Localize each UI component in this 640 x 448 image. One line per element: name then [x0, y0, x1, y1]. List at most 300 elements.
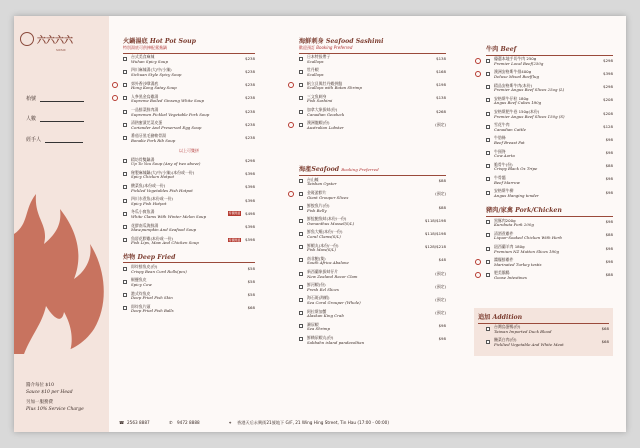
- item-name-en: Deep Fried Fish Skin: [131, 295, 173, 301]
- menu-item[interactable]: [486, 163, 613, 176]
- item-name-en: Canadian Cattle: [494, 126, 526, 132]
- item-text: [494, 219, 534, 228]
- item-name-zh: 即炸魚片頭: [131, 303, 151, 309]
- item-name-zh: 清熱蜜漬芫荽皮蛋: [131, 120, 163, 126]
- order-checkbox[interactable]: [486, 125, 490, 129]
- staff-label: 經手人: [26, 137, 42, 143]
- item-name-zh: 南非鮑(隻): [307, 255, 326, 261]
- order-checkbox[interactable]: [299, 57, 303, 61]
- item-name-en: Marinated Turkey testis: [494, 261, 542, 267]
- item-name-en: Spicy Fish Hotpot: [131, 200, 167, 206]
- item-name-zh: 鮮鯇魚片(份): [307, 203, 330, 209]
- order-checkbox[interactable]: [299, 219, 303, 223]
- menu-item[interactable]: [299, 121, 446, 134]
- item-name-zh: 加拿大象拔蚌(份): [307, 107, 338, 113]
- item-text: [307, 108, 344, 117]
- order-checkbox[interactable]: [486, 98, 490, 102]
- item-name-zh: 脆骨牛(份): [494, 161, 513, 167]
- item-price: $398: [245, 224, 255, 230]
- item-price: $398: [603, 70, 613, 76]
- beef-title: 牛肉 Beef: [486, 46, 517, 53]
- menu-item[interactable]: [486, 219, 613, 232]
- item-price: $98: [605, 219, 613, 225]
- order-checkbox[interactable]: [299, 311, 303, 315]
- item-name-zh: 台式美食麻辣: [131, 54, 155, 60]
- sauce-zh: 醬介每位 $10: [26, 383, 55, 388]
- item-name-en: Kurobuta Pork 200g: [494, 222, 534, 228]
- item-text: [307, 82, 362, 91]
- item-name-zh: 椒鹽魚皮: [131, 277, 147, 283]
- order-checkbox[interactable]: [486, 164, 490, 168]
- order-checkbox[interactable]: [486, 151, 490, 155]
- item-name-en: Goose Intestines: [494, 275, 527, 280]
- item-price: $88: [438, 178, 446, 184]
- recommended-icon: [288, 82, 294, 88]
- item-price: $398: [245, 171, 255, 177]
- item-price: $68: [601, 338, 609, 344]
- item-name-en: Deep Fried Fish Balls: [131, 308, 174, 314]
- order-checkbox[interactable]: [299, 70, 303, 74]
- item-price: $298: [245, 158, 255, 164]
- menu-item[interactable]: [123, 237, 255, 250]
- item-name-zh: 澳洲安格斯牛排400g: [494, 69, 532, 75]
- deepfried-list: [123, 265, 255, 318]
- item-price: (預定): [435, 296, 446, 302]
- hotpot-list-2: [123, 158, 255, 250]
- item-name-zh: 雪花牛肉: [494, 122, 510, 128]
- order-checkbox[interactable]: [486, 177, 490, 181]
- menu-item[interactable]: [486, 136, 613, 149]
- item-name-zh: 醃菜白肉(份): [494, 337, 517, 343]
- item-text: [131, 95, 204, 104]
- menu-item[interactable]: [123, 305, 255, 318]
- sauce-en: Sauce $10 per Head: [26, 390, 73, 395]
- item-price: $238: [245, 68, 255, 74]
- recommended-icon: [475, 259, 481, 265]
- item-price: $238: [245, 121, 255, 127]
- seafood-title: 海產Seafood Booking Preferred: [299, 166, 379, 174]
- item-text: [131, 292, 173, 301]
- addition-box: [474, 308, 613, 356]
- menu-item[interactable]: [123, 68, 255, 81]
- order-checkbox[interactable]: [486, 59, 490, 63]
- item-text: [131, 134, 175, 143]
- item-text: [131, 210, 206, 219]
- hotpot-title: 火鍋湯底 Hot Pot Soup: [123, 38, 196, 45]
- item-text: [307, 283, 339, 292]
- item-text: [494, 232, 562, 241]
- phone-icon-2: ✆: [169, 420, 173, 425]
- item-name-en: Hong Kong Satay Soup: [131, 85, 177, 91]
- item-text: [131, 68, 181, 77]
- item-name-zh: 秘製麻辣鍋(大/中/小辣)(本份或一份): [131, 169, 195, 175]
- recommended-icon: [475, 58, 481, 64]
- item-text: [131, 82, 177, 91]
- item-text: [307, 323, 330, 332]
- item-name-en: Coral Clams(S/L): [307, 234, 341, 240]
- item-price: $118/$198: [424, 230, 446, 236]
- item-price: $138: [436, 55, 446, 61]
- order-checkbox[interactable]: [299, 83, 303, 87]
- order-checkbox[interactable]: [299, 232, 303, 236]
- item-price: $98: [605, 245, 613, 251]
- item-name-en: Cow Aorta: [494, 153, 515, 159]
- item-price: $598: [245, 237, 255, 243]
- table-field[interactable]: [26, 95, 84, 102]
- item-name-en: Beef Breast Fat: [494, 140, 525, 146]
- order-checkbox[interactable]: [123, 185, 127, 189]
- item-price: $298: [603, 57, 613, 63]
- phone-1: 2563 8887: [127, 420, 150, 425]
- order-checkbox[interactable]: [123, 172, 127, 176]
- order-checkbox[interactable]: [486, 260, 490, 264]
- order-checkbox[interactable]: [123, 159, 127, 163]
- recommended-icon: [112, 82, 118, 88]
- order-checkbox[interactable]: [299, 337, 303, 341]
- item-name-zh: 港式炸魚皮: [131, 290, 151, 296]
- item-price: $98: [438, 336, 446, 342]
- menu-item[interactable]: [299, 336, 446, 349]
- item-text: [307, 55, 330, 64]
- beef-list: [486, 57, 613, 202]
- item-price: $398: [245, 197, 255, 203]
- order-checkbox[interactable]: [123, 57, 127, 61]
- item-name-zh: 牛肋條: [494, 135, 506, 141]
- menu-item[interactable]: [486, 271, 613, 284]
- menu-item[interactable]: [123, 158, 255, 171]
- order-checkbox[interactable]: [299, 110, 303, 114]
- item-name-zh: 黑豚肉200g: [494, 217, 516, 223]
- item-text: [494, 338, 564, 347]
- item-name-en: Fish Lips, Maw And Chicken Soup: [131, 240, 199, 246]
- order-checkbox[interactable]: [123, 96, 127, 100]
- item-name-zh: 四川麻辣湯(大/中/小辣): [131, 67, 172, 73]
- item-price: $68: [247, 305, 255, 311]
- recommended-icon: [475, 71, 481, 77]
- order-checkbox[interactable]: [123, 306, 127, 310]
- order-checkbox[interactable]: [486, 72, 490, 76]
- order-checkbox[interactable]: [123, 110, 127, 114]
- item-name-en: Sichuan Style Spicy Soup: [131, 72, 182, 78]
- menu-item[interactable]: [299, 296, 446, 309]
- order-checkbox[interactable]: [299, 192, 303, 196]
- item-name-en: Australian Lobster: [307, 124, 344, 130]
- item-name-zh: 清酒煮雞件: [494, 230, 514, 236]
- item-text: [131, 224, 196, 233]
- order-checkbox[interactable]: [299, 206, 303, 210]
- item-text: [307, 204, 330, 213]
- item-name-en: Angus Beef Cubes 180g: [494, 100, 542, 106]
- item-price: (預定): [435, 270, 446, 276]
- addition-title: 追加 Addition: [478, 314, 523, 321]
- item-name-zh: 酸菜魚(本份或一份): [131, 182, 166, 188]
- item-name-zh: 澳洲龍蝦(份): [307, 120, 330, 126]
- order-checkbox[interactable]: [299, 272, 303, 276]
- item-name-en: Fish Sashimi: [307, 98, 333, 104]
- item-name-zh: 優選本地手切牛肉 250g: [494, 56, 537, 62]
- item-name-zh: 鮮鯰鮑魚蚌(本份/一份): [307, 216, 347, 222]
- item-name-en: Taiwan Imported Duck Blood: [494, 328, 552, 334]
- item-name-en: Alaskan King Crab: [307, 313, 344, 319]
- meat-column: [486, 36, 613, 285]
- staff-line: [45, 136, 83, 143]
- item-name-zh: 紐西蘭羊肉 180g: [494, 244, 525, 250]
- item-price: $88: [605, 271, 613, 277]
- item-price: (預定): [435, 121, 446, 127]
- special-badge: 特價湯頭: [228, 237, 240, 242]
- order-checkbox[interactable]: [486, 327, 490, 331]
- menu-item[interactable]: [299, 178, 446, 191]
- recommended-icon: [288, 122, 294, 128]
- item-price: $98: [605, 189, 613, 195]
- item-text: [494, 123, 526, 132]
- menu-item[interactable]: [123, 224, 255, 237]
- item-text: [307, 217, 354, 226]
- order-checkbox[interactable]: [123, 136, 127, 140]
- service-en: Plus 10% Service Charge: [26, 407, 84, 412]
- item-name-en: Fish Maw(S/L): [307, 247, 336, 253]
- item-name-zh: 牡丹蝦: [307, 67, 319, 73]
- divider: [299, 175, 446, 176]
- order-checkbox[interactable]: [486, 233, 490, 237]
- item-name-zh: 即炸鮮魚皮(份): [131, 264, 158, 270]
- menu-item[interactable]: [486, 84, 613, 97]
- order-checkbox[interactable]: [123, 225, 127, 229]
- item-name-zh: 一品鮮菜鮮肉湯: [131, 107, 159, 113]
- item-name-zh: 鮮河蝦(份): [307, 282, 326, 288]
- item-price: $208: [603, 97, 613, 103]
- menu-item[interactable]: [486, 189, 613, 202]
- item-name-en: Scallops: [307, 72, 324, 78]
- item-price: $98: [438, 323, 446, 329]
- item-price: $98: [605, 150, 613, 156]
- order-checkbox[interactable]: [299, 96, 303, 100]
- divider: [478, 323, 609, 324]
- order-checkbox[interactable]: [486, 138, 490, 142]
- item-name-en: Angus Hanging tender: [494, 192, 539, 198]
- order-checkbox[interactable]: [123, 212, 127, 216]
- phone-2: 9472 8888: [177, 420, 200, 425]
- table-line: [40, 95, 84, 102]
- item-name-zh: 阿拉斯加蟹: [307, 308, 327, 314]
- item-name-en: Taishan Oyster: [307, 181, 337, 187]
- order-checkbox[interactable]: [299, 123, 303, 127]
- menu-item[interactable]: [299, 55, 446, 68]
- item-name-en: Crispy Black Ox Tripe: [494, 166, 538, 172]
- item-name-en: Sea Coral Grouper (Whole): [307, 300, 361, 305]
- item-text: [494, 258, 542, 267]
- item-price: $168: [436, 68, 446, 74]
- menu-item[interactable]: [486, 70, 613, 83]
- item-name-en: New Zealand Razor Clam: [307, 273, 358, 279]
- left-panel: [14, 16, 109, 432]
- item-name-en: Premium NZ Mutton Slices 180g: [494, 248, 559, 254]
- footer: [109, 415, 626, 432]
- item-text: [307, 310, 344, 319]
- order-checkbox[interactable]: [486, 340, 490, 344]
- hotpot-column: [123, 36, 255, 318]
- item-name-en: White Clams With Winter Melon Soup: [131, 213, 207, 219]
- divider: [123, 53, 255, 54]
- item-name-en: Maw.pumpkin And Seafood Soup: [131, 227, 197, 233]
- item-name-en: Premier Angus Beef Slices 25og (L): [494, 87, 565, 93]
- menu-item[interactable]: [299, 323, 446, 336]
- item-name-zh: 番茄牙黑毛豬軟骨湯: [131, 133, 167, 139]
- menu-item[interactable]: [299, 82, 446, 95]
- menu-item[interactable]: [299, 68, 446, 81]
- menu-item[interactable]: [123, 82, 255, 95]
- order-checkbox[interactable]: [486, 247, 490, 251]
- item-name-en: Giant Grouper Slices: [307, 194, 349, 200]
- people-field[interactable]: [26, 115, 84, 122]
- menu-item[interactable]: [123, 171, 255, 184]
- menu-item[interactable]: [299, 230, 446, 243]
- order-checkbox[interactable]: [123, 70, 127, 74]
- menu-item[interactable]: [299, 244, 446, 257]
- order-checkbox[interactable]: [123, 238, 127, 242]
- sashimi-list: [299, 55, 446, 134]
- item-name-en: Crispy Bean Curd Rolls(pcs): [131, 268, 187, 274]
- divider: [123, 262, 255, 263]
- logo-icon: [20, 32, 34, 46]
- item-price: $98: [605, 136, 613, 142]
- order-checkbox[interactable]: [486, 112, 490, 116]
- item-text: [494, 150, 515, 159]
- item-text: [494, 70, 539, 79]
- order-checkbox[interactable]: [123, 123, 127, 127]
- item-price: $498: [245, 210, 255, 216]
- item-text: [131, 237, 199, 246]
- item-name-en: Fish Belly: [307, 207, 327, 213]
- order-checkbox[interactable]: [299, 245, 303, 249]
- item-name-zh: 牛頸脊: [494, 148, 506, 154]
- divider: [299, 53, 446, 54]
- item-name-en: Osmanthus Mussel(S/L): [307, 220, 355, 226]
- item-text: [494, 325, 551, 334]
- item-name-en: Coriander And Preserved Egg Soup: [131, 124, 202, 130]
- item-name-en: Sabbahn island pandavoltian: [307, 339, 365, 345]
- people-line: [40, 115, 84, 122]
- item-text: [131, 55, 168, 64]
- item-name-en: South Africa Abalone: [307, 260, 349, 266]
- item-text: [307, 296, 361, 305]
- item-text: [307, 178, 337, 187]
- menu-item[interactable]: [486, 338, 609, 351]
- order-checkbox[interactable]: [123, 199, 127, 203]
- sashimi-title: 海鮮刺身 Seafood Sashimi: [299, 38, 384, 45]
- item-price: $58: [247, 278, 255, 284]
- item-name-en: Scallops with Botan Shrimp: [307, 85, 362, 91]
- item-name-en: Picklied Vegetable And White Meat: [494, 342, 564, 348]
- recommended-icon: [475, 272, 481, 278]
- order-checkbox[interactable]: [299, 298, 303, 302]
- item-price: $238: [245, 55, 255, 61]
- item-price: $128: [603, 123, 613, 129]
- item-text: [307, 257, 349, 266]
- item-price: $88: [438, 204, 446, 210]
- item-name-en: Canadian Geoduck: [307, 111, 345, 117]
- item-name-zh: 台山蠔: [307, 176, 319, 182]
- item-name-en: Deluxe Mixed Beef(lug: [494, 74, 540, 80]
- logo-name: 六六六六: [37, 35, 74, 46]
- item-price: (預定): [435, 283, 446, 289]
- item-name-zh: 肥美鵝腸: [494, 270, 510, 276]
- item-price: $98: [605, 258, 613, 264]
- item-text: [494, 84, 564, 93]
- sashimi-subtitle: 歡迎預訂 Booking Preferred: [299, 45, 353, 50]
- item-name-en: Premier Angus Beef Slices 150g (S): [494, 113, 565, 119]
- divider: [486, 55, 613, 56]
- menu-item[interactable]: [123, 210, 255, 223]
- item-name-zh: 牛骨髓: [494, 174, 506, 180]
- item-name-en: Sea Shrimp: [307, 326, 330, 332]
- item-name-en: Up To You Soup (Any of two above): [131, 161, 201, 167]
- item-name-zh: 精坊骨雙鍋湯: [131, 156, 155, 162]
- footnote: [26, 382, 84, 413]
- menu-item[interactable]: [123, 134, 255, 147]
- hotpot-list: [123, 55, 255, 147]
- item-price: $58: [247, 265, 255, 271]
- logo-subtitle: SIXSIX: [56, 48, 66, 52]
- item-price: $88: [605, 232, 613, 238]
- item-price: $88: [605, 163, 613, 169]
- order-checkbox[interactable]: [123, 83, 127, 87]
- item-name-en: Spicy Chicken Hotpot: [131, 174, 175, 180]
- item-price: $268: [436, 108, 446, 114]
- item-text: [494, 189, 539, 198]
- menu-item[interactable]: [123, 292, 255, 305]
- addition-list: [478, 325, 609, 351]
- phone-icon-1: ☎: [119, 420, 125, 425]
- menu-item[interactable]: [299, 310, 446, 323]
- item-price: (預定): [435, 310, 446, 316]
- staff-field[interactable]: [26, 136, 83, 143]
- item-name-zh: 郊外香沙嗲湯底: [131, 80, 159, 86]
- order-checkbox[interactable]: [123, 280, 127, 284]
- order-checkbox[interactable]: [299, 179, 303, 183]
- order-checkbox[interactable]: [299, 285, 303, 289]
- menu-item[interactable]: [486, 150, 613, 163]
- table-label: 枱號: [26, 96, 37, 102]
- item-name-zh: 鮮蝦丸(本份/一份): [307, 242, 339, 248]
- item-price: $98: [605, 176, 613, 182]
- order-checkbox[interactable]: [486, 273, 490, 277]
- item-text: [494, 163, 537, 172]
- order-checkbox[interactable]: [299, 324, 303, 328]
- item-price: $238: [245, 134, 255, 140]
- item-text: [131, 158, 200, 167]
- item-text: [307, 191, 348, 200]
- item-price: (預定): [435, 191, 446, 197]
- seafood-list: [299, 178, 446, 349]
- item-text: [494, 176, 520, 185]
- order-checkbox[interactable]: [299, 258, 303, 262]
- order-checkbox[interactable]: [486, 220, 490, 224]
- menu-item[interactable]: [123, 278, 255, 291]
- recommended-icon: [112, 95, 118, 101]
- flame-graphic: [14, 194, 109, 354]
- item-name-zh: 人參黑金烏雞湯: [131, 93, 159, 99]
- item-text: [131, 121, 201, 130]
- order-checkbox[interactable]: [123, 293, 127, 297]
- item-text: [131, 171, 194, 180]
- item-text: [131, 108, 209, 117]
- order-checkbox[interactable]: [123, 267, 127, 271]
- order-checkbox[interactable]: [486, 191, 490, 195]
- item-text: [131, 305, 174, 314]
- order-checkbox[interactable]: [486, 85, 490, 89]
- item-text: [307, 95, 332, 104]
